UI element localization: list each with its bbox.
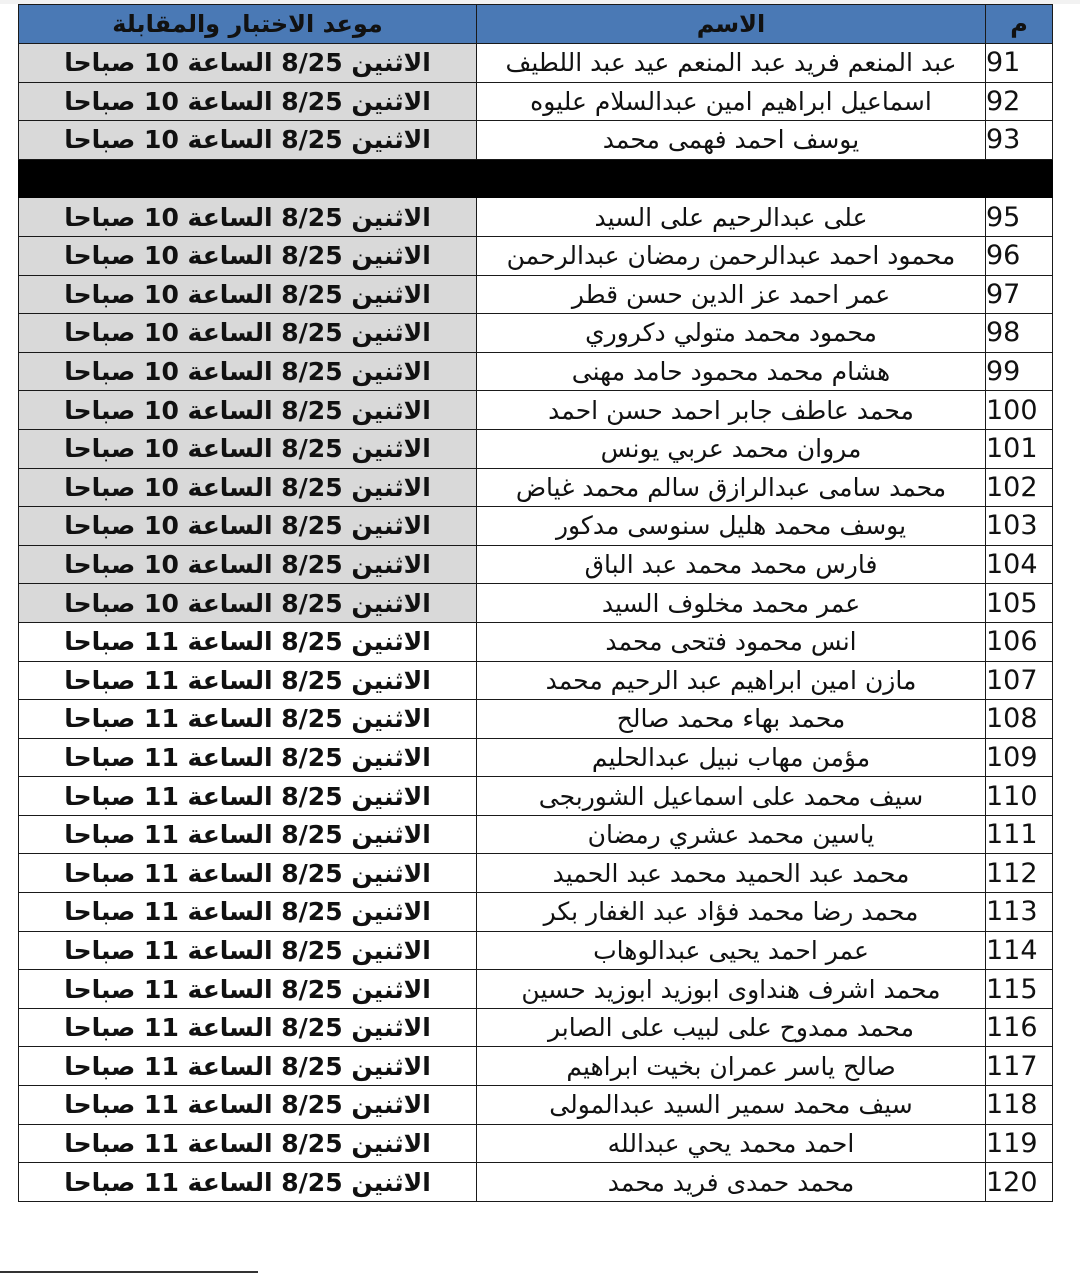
table-row — [19, 777, 1053, 816]
row-number: 106 — [986, 622, 1053, 661]
table-row — [19, 545, 1053, 584]
row-date: الاثنين 8/25 الساعة 10 صباحا — [19, 352, 477, 391]
row-date: الاثنين 8/25 الساعة 10 صباحا — [19, 391, 477, 430]
row-name: يوسف احمد فهمى محمد — [477, 121, 986, 160]
table-row — [19, 1047, 1053, 1086]
row-date: الاثنين 8/25 الساعة 10 صباحا — [19, 121, 477, 160]
header-date: موعد الاختبار والمقابلة — [19, 5, 477, 44]
row-number: 102 — [986, 468, 1053, 507]
row-date: الاثنين 8/25 الساعة 10 صباحا — [19, 545, 477, 584]
row-date: الاثنين 8/25 الساعة 11 صباحا — [19, 970, 477, 1009]
row-date: الاثنين 8/25 الساعة 10 صباحا — [19, 44, 477, 83]
row-number: 116 — [986, 1008, 1053, 1047]
row-number: 95 — [986, 198, 1053, 237]
row-date: الاثنين 8/25 الساعة 10 صباحا — [19, 584, 477, 623]
row-date: الاثنين 8/25 الساعة 11 صباحا — [19, 893, 477, 932]
table-row — [19, 44, 1053, 83]
row-date: الاثنين 8/25 الساعة 11 صباحا — [19, 1008, 477, 1047]
row-name: مروان محمد عربي يونس — [477, 429, 986, 468]
row-name: يوسف محمد هليل سنوسى مدكور — [477, 507, 986, 546]
table-row — [19, 854, 1053, 893]
table-row — [19, 1008, 1053, 1047]
table-row — [19, 236, 1053, 275]
row-name: محمد رضا محمد فؤاد عبد الغفار بكر — [477, 893, 986, 932]
row-date: الاثنين 8/25 الساعة 11 صباحا — [19, 777, 477, 816]
row-number: 109 — [986, 738, 1053, 777]
row-name: سيف محمد سمير السيد عبدالمولى — [477, 1086, 986, 1125]
row-date: الاثنين 8/25 الساعة 10 صباحا — [19, 275, 477, 314]
table-row — [19, 507, 1053, 546]
row-number: 93 — [986, 121, 1053, 160]
table-row — [19, 584, 1053, 623]
row-date: الاثنين 8/25 الساعة 11 صباحا — [19, 700, 477, 739]
row-number: 96 — [986, 236, 1053, 275]
row-number: 115 — [986, 970, 1053, 1009]
bottom-rule — [0, 1271, 258, 1273]
row-name: على عبدالرحيم على السيد — [477, 198, 986, 237]
table-row — [19, 893, 1053, 932]
row-number: 105 — [986, 584, 1053, 623]
row-date: الاثنين 8/25 الساعة 11 صباحا — [19, 815, 477, 854]
row-date: الاثنين 8/25 الساعة 10 صباحا — [19, 314, 477, 353]
row-name: محمد حمدى فريد محمد — [477, 1163, 986, 1202]
row-date: الاثنين 8/25 الساعة 11 صباحا — [19, 1124, 477, 1163]
redaction-bar — [19, 159, 1053, 198]
row-number: 111 — [986, 815, 1053, 854]
row-name: هشام محمد محمود حامد مهنى — [477, 352, 986, 391]
table-row — [19, 429, 1053, 468]
row-name: ياسين محمد عشري رمضان — [477, 815, 986, 854]
row-date: الاثنين 8/25 الساعة 11 صباحا — [19, 1047, 477, 1086]
row-date: الاثنين 8/25 الساعة 11 صباحا — [19, 622, 477, 661]
row-date: الاثنين 8/25 الساعة 11 صباحا — [19, 1086, 477, 1125]
table-header — [19, 5, 1053, 44]
row-number: 117 — [986, 1047, 1053, 1086]
row-name: عمر محمد مخلوف السيد — [477, 584, 986, 623]
row-date: الاثنين 8/25 الساعة 10 صباحا — [19, 82, 477, 121]
table-row — [19, 700, 1053, 739]
row-name: عبد المنعم فريد عبد المنعم عيد عبد اللطيف — [477, 44, 986, 83]
row-date: الاثنين 8/25 الساعة 11 صباحا — [19, 661, 477, 700]
table-row — [19, 82, 1053, 121]
row-number: 97 — [986, 275, 1053, 314]
row-number: 98 — [986, 314, 1053, 353]
row-name: محمد سامى عبدالرازق سالم محمد غياض — [477, 468, 986, 507]
redacted-row — [19, 159, 1053, 198]
row-number: 92 — [986, 82, 1053, 121]
table-row — [19, 198, 1053, 237]
table-row — [19, 352, 1053, 391]
row-date: الاثنين 8/25 الساعة 10 صباحا — [19, 507, 477, 546]
row-number: 108 — [986, 700, 1053, 739]
row-name: محمد ممدوح على لبيب على الصابر — [477, 1008, 986, 1047]
table-row — [19, 1124, 1053, 1163]
row-name: سيف محمد على اسماعيل الشوربجى — [477, 777, 986, 816]
row-name: صالح ياسر عمران بخيت ابراهيم — [477, 1047, 986, 1086]
table-row — [19, 622, 1053, 661]
table-row — [19, 815, 1053, 854]
table-row — [19, 121, 1053, 160]
row-name: فارس محمد محمد عبد الباق — [477, 545, 986, 584]
row-name: مؤمن مهاب نبيل عبدالحليم — [477, 738, 986, 777]
table-row — [19, 931, 1053, 970]
header-num: م — [986, 5, 1053, 44]
row-name: انس محمود فتحى محمد — [477, 622, 986, 661]
table-row — [19, 391, 1053, 430]
row-number: 91 — [986, 44, 1053, 83]
table-row — [19, 970, 1053, 1009]
row-number: 120 — [986, 1163, 1053, 1202]
row-name: محمد عبد الحميد محمد عبد الحميد — [477, 854, 986, 893]
header-name: الاسم — [477, 5, 986, 44]
table-row — [19, 1086, 1053, 1125]
row-number: 101 — [986, 429, 1053, 468]
row-number: 118 — [986, 1086, 1053, 1125]
row-number: 103 — [986, 507, 1053, 546]
row-name: اسماعيل ابراهيم امين عبدالسلام عليوه — [477, 82, 986, 121]
table-body — [19, 44, 1053, 1202]
table-row — [19, 661, 1053, 700]
row-name: محمد بهاء محمد صالح — [477, 700, 986, 739]
row-date: الاثنين 8/25 الساعة 11 صباحا — [19, 931, 477, 970]
row-name: محمد عاطف جابر احمد حسن احمد — [477, 391, 986, 430]
row-number: 110 — [986, 777, 1053, 816]
row-number: 107 — [986, 661, 1053, 700]
table-row — [19, 468, 1053, 507]
row-date: الاثنين 8/25 الساعة 11 صباحا — [19, 854, 477, 893]
row-date: الاثنين 8/25 الساعة 10 صباحا — [19, 198, 477, 237]
table-row — [19, 314, 1053, 353]
row-name: احمد محمد يحي عبدالله — [477, 1124, 986, 1163]
row-date: الاثنين 8/25 الساعة 10 صباحا — [19, 429, 477, 468]
row-name: محمد اشرف هنداوى ابوزيد ابوزيد حسين — [477, 970, 986, 1009]
row-number: 100 — [986, 391, 1053, 430]
row-number: 112 — [986, 854, 1053, 893]
table-row — [19, 1163, 1053, 1202]
row-name: محمود محمد متولي دكروري — [477, 314, 986, 353]
row-name: عمر احمد يحيى عبدالوهاب — [477, 931, 986, 970]
row-date: الاثنين 8/25 الساعة 11 صباحا — [19, 738, 477, 777]
row-date: الاثنين 8/25 الساعة 10 صباحا — [19, 468, 477, 507]
row-name: مازن امين ابراهيم عبد الرحيم محمد — [477, 661, 986, 700]
table-row — [19, 738, 1053, 777]
row-number: 99 — [986, 352, 1053, 391]
row-number: 104 — [986, 545, 1053, 584]
table-row — [19, 275, 1053, 314]
row-number: 114 — [986, 931, 1053, 970]
row-date: الاثنين 8/25 الساعة 11 صباحا — [19, 1163, 477, 1202]
row-number: 119 — [986, 1124, 1053, 1163]
row-name: عمر احمد عز الدين حسن قطر — [477, 275, 986, 314]
header-row — [19, 5, 1053, 44]
row-name: محمود احمد عبدالرحمن رمضان عبدالرحمن — [477, 236, 986, 275]
schedule-table — [18, 4, 1053, 1202]
row-date: الاثنين 8/25 الساعة 10 صباحا — [19, 236, 477, 275]
row-number: 113 — [986, 893, 1053, 932]
